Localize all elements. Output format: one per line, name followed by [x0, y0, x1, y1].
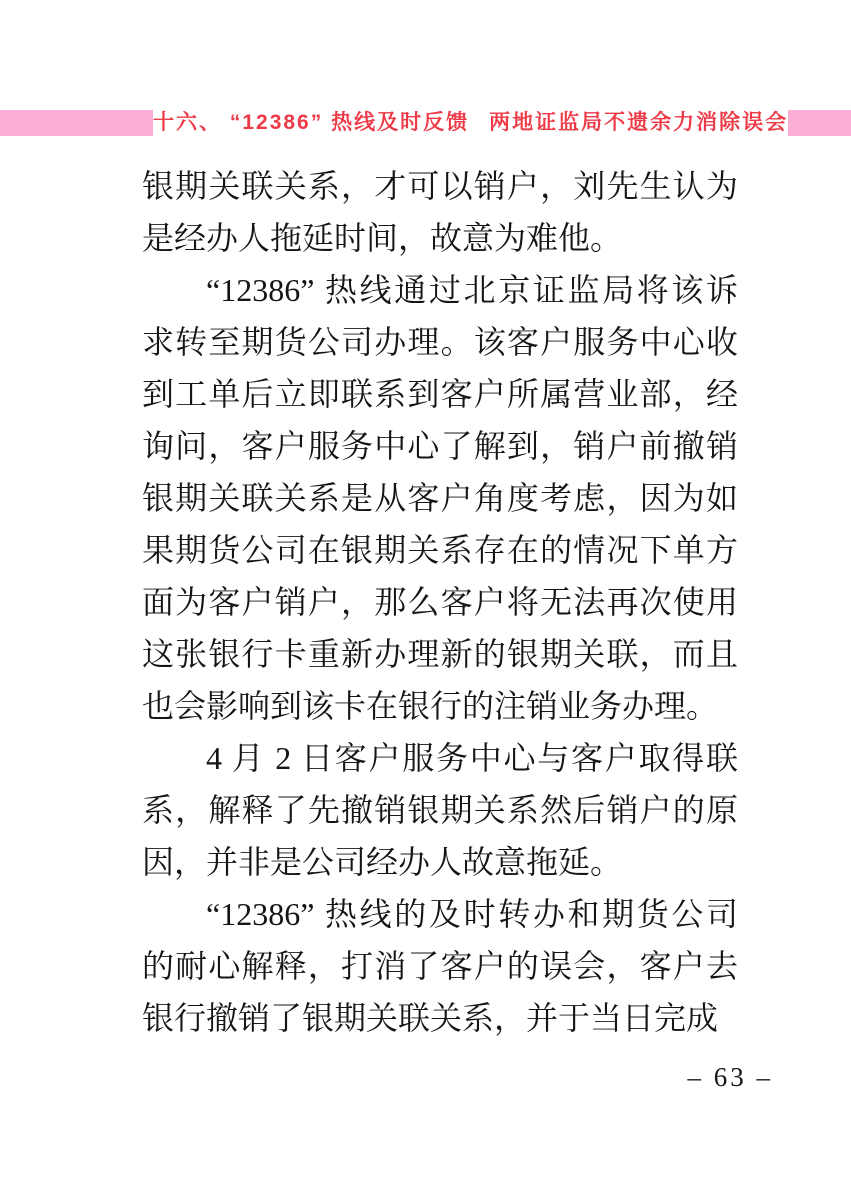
header-rule-right: [788, 110, 851, 136]
page-number: – 63 –: [687, 1062, 773, 1092]
chapter-title: [153, 110, 788, 136]
body-text: [142, 160, 738, 1044]
chapter-title-left: 十六、 “12386” 热线及时反馈: [153, 111, 470, 134]
running-header: [0, 110, 851, 136]
body-paragraph: 银期关联关系，才可以销户，刘先生认为是经办人拖延时间，故意为难他。: [142, 168, 738, 256]
header-rule-left: [0, 110, 153, 136]
body-paragraph: “12386” 热线通过北京证监局将该诉求转至期货公司办理。该客户服务中心收到工单后立即联系到客户所属营业部，经询问，客户服务中心了解到，销户前撤销银期关联关系是从客户角度考虑，因为如果期货公司在银期关系存在的情况下单方面为客户销户，那么客户将无法再次使用这张银行卡重新办理新的银期关联，而且也会影响到该卡在银行的注销业务办理。: [142, 272, 738, 724]
body-paragraph: 4 月 2 日客户服务中心与客户取得联系，解释了先撤销银期关系然后销户的原因，并非是公司经办人故意拖延。: [142, 740, 738, 880]
body-paragraph: “12386” 热线的及时转办和期货公司的耐心解释，打消了客户的误会，客户去银行撤销了银期关联关系，并于当日完成: [142, 896, 738, 1036]
chapter-title-right: 两地证监局不遗余力消除误会: [489, 111, 789, 134]
